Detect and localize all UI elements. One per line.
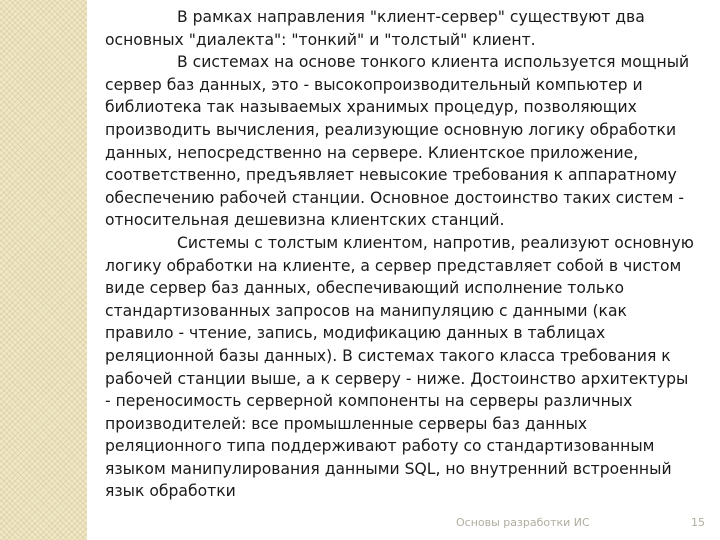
decorative-side-band xyxy=(0,0,87,540)
paragraph-intro: В рамках направления "клиент-сервер" существуют два основных "диалекта": "тонкий" и "толстый" клиент. xyxy=(105,8,645,49)
page-number: 15 xyxy=(691,516,705,529)
slide-body-text xyxy=(105,6,695,540)
paragraph-thin-client: В системах на основе тонкого клиента используется мощный сервер баз данных, это - высокопроизводительный компьютер и библиотека так называемых хранимых процедур, позволяющих производить вычисления, реализующие основную логику обработки данных, непосредственно на сервере. Клиентское приложение, соответственно, предъявляет невысокие требования к аппаратному обеспечению рабочей станции. Основное достоинство таких систем - относительная дешевизна клиентских станций. xyxy=(105,53,690,230)
footer-course-title: Основы разработки ИС xyxy=(456,516,590,529)
paragraph-thick-client: Системы с толстым клиентом, напротив, реализуют основную логику обработки на клиенте, а сервер представляет собой в чистом виде сервер баз данных, обеспечивающий исполнение только стандартизованных запросов на манипуляцию с данными (как правило - чтение, запись, модификацию данных в таблицах реляционной базы данных). В системах такого класса требования к рабочей станции выше, а к серверу - ниже. Достоинство архитектуры - переносимость серверной компоненты на серверы различных производителей: все промышленные серверы баз данных реляционного типа поддерживают работу со стандартизованным языком манипулирования данными SQL, но внутренний встроенный язык обработки xyxy=(105,233,694,501)
